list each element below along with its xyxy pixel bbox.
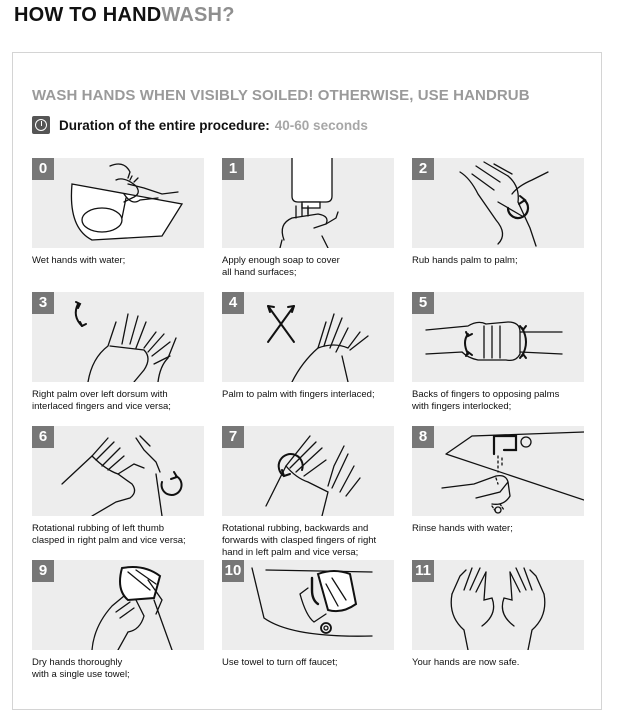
step-caption [222,255,402,279]
step-caption [32,657,212,681]
duration-row [32,114,368,136]
step-illustration [412,426,584,516]
caption-line: Your hands are now safe. [412,657,520,668]
step-number: 7 [222,426,244,448]
page-title [14,4,235,27]
fingers-interlaced-icon [222,292,394,382]
step-number: 4 [222,292,244,314]
title-bold: HOW TO HAND [14,4,162,26]
step-number: 11 [412,560,434,582]
soap-dispenser-icon [222,158,394,248]
caption-line: Wet hands with water; [32,255,126,266]
step-number: 9 [32,560,54,582]
subtitle: WASH HANDS WHEN VISIBLY SOILED! OTHERWISE, USE HANDRUB [32,87,530,104]
step-illustration [32,560,204,650]
wet-hands-icon [32,158,204,248]
step-illustration [222,560,394,650]
step-illustration [412,292,584,382]
step-illustration [32,158,204,248]
step-illustration [32,292,204,382]
step-caption [412,657,592,669]
caption-line: Rotational rubbing, backwards and [222,523,369,534]
caption-line: Dry hands thoroughly [32,657,123,668]
caption-line: Apply enough soap to cover [222,255,340,266]
step-number: 5 [412,292,434,314]
step-illustration [412,560,584,650]
step-illustration [412,158,584,248]
rinse-hands-icon [412,426,584,516]
step-caption [412,255,592,267]
palm-to-palm-icon [412,158,584,248]
step-caption [32,389,212,413]
dry-hands-towel-icon [32,560,204,650]
title-light: WASH? [161,4,235,26]
step-caption [222,657,402,669]
caption-line: Use towel to turn off faucet; [222,657,338,668]
step-caption [412,389,592,413]
step-caption [222,389,402,401]
step-caption [32,255,212,267]
caption-line: Backs of fingers to opposing palms [412,389,560,400]
thumb-rubbing-icon [32,426,204,516]
turn-off-faucet-icon [222,560,394,650]
step-number: 8 [412,426,434,448]
step-number: 0 [32,158,54,180]
palm-over-dorsum-icon [32,292,204,382]
step-caption [222,523,402,559]
step-number: 10 [222,560,244,582]
step-illustration [222,158,394,248]
caption-line: Right palm over left dorsum with [32,389,168,400]
caption-line: interlaced fingers and vice versa; [32,401,171,412]
caption-line: Palm to palm with fingers interlaced; [222,389,375,400]
step-caption [32,523,212,547]
caption-line: Rotational rubbing of left thumb [32,523,165,534]
duration-label: Duration of the entire procedure: [59,117,270,133]
step-number: 3 [32,292,54,314]
caption-line: all hand surfaces; [222,267,297,278]
step-number: 1 [222,158,244,180]
step-number: 6 [32,426,54,448]
step-illustration [222,426,394,516]
caption-line: Rub hands palm to palm; [412,255,518,266]
backs-of-fingers-icon [412,292,584,382]
caption-line: hand in left palm and vice versa; [222,547,359,558]
step-illustration [222,292,394,382]
safe-hands-icon [412,560,584,650]
duration-value: 40-60 seconds [274,117,368,133]
step-illustration [32,426,204,516]
step-number: 2 [412,158,434,180]
step-caption [412,523,592,535]
caption-line: with a single use towel; [32,669,130,680]
caption-line: Rinse hands with water; [412,523,513,534]
fingertip-rubbing-icon [222,426,394,516]
caption-line: clasped in right palm and vice versa; [32,535,186,546]
caption-line: forwards with clasped fingers of right [222,535,377,546]
clock-icon [32,116,50,134]
caption-line: with fingers interlocked; [412,401,512,412]
